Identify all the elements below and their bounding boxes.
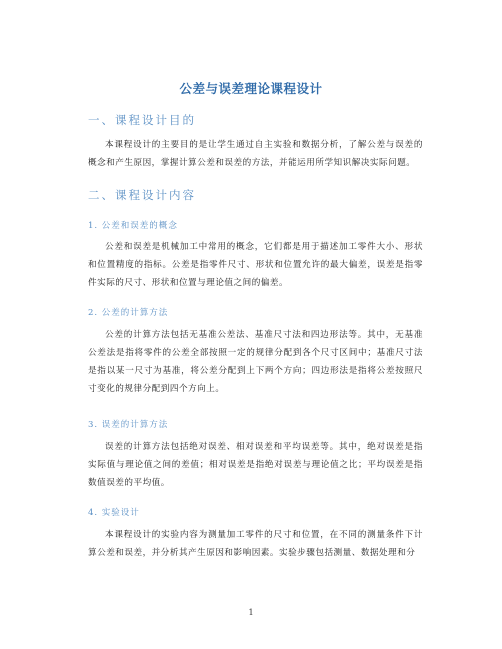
subsection-heading-tolerance-calc: 2. 公差的计算方法 [88,308,169,318]
page-number: 1 [248,608,254,617]
subsection-paragraph-concepts: 公差和误差是机械加工中常用的概念，它们都是用于描述加工零件大小、形状和位置精度的指标。公差是指零件尺寸、形状和位置允许的最大偏差，误差是指零件实际的尺寸、形状和位置与理论值之间的偏差。 [88,242,423,288]
subsection-heading-concepts: 1. 公差和误差的概念 [88,221,178,231]
section-paragraph-purpose: 本课程设计的主要目的是让学生通过自主实验和数据分析，了解公差与误差的概念和产生原因，掌握计算公差和误差的方法，并能运用所学知识解决实际问题。 [88,140,423,168]
section-heading-purpose: 一、课程设计目的 [88,113,196,127]
subsection-paragraph-error-calc: 误差的计算方法包括绝对误差、相对误差和平均误差等。其中，绝对误差是指实际值与理论值之间的差值；相对误差是指绝对误差与理论值之比；平均误差是指数值误差的平均值。 [88,442,423,488]
subsection-paragraph-experiment: 本课程设计的实验内容为测量加工零件的尺寸和位置，在不同的测量条件下计算公差和误差，并分析其产生原因和影响因素。实验步骤包括测量、数据处理和分 [88,530,423,558]
subsection-heading-experiment: 4. 实验设计 [88,508,140,518]
subsection-paragraph-tolerance-calc: 公差的计算方法包括无基准公差法、基准尺寸法和四边形法等。其中，无基准公差法是指将零件的公差全部按照一定的规律分配到各个尺寸区间中；基准尺寸法是指以某一尺寸为基准，将公差分配到上下两个方向；四边形法是指将公差按照尺寸变化的规律分配到四个方向上。 [88,330,423,394]
document-title: 公差与误差理论课程设计 [179,81,323,96]
subsection-heading-error-calc: 3. 误差的计算方法 [88,420,169,430]
section-heading-content: 二、课程设计内容 [88,188,196,202]
